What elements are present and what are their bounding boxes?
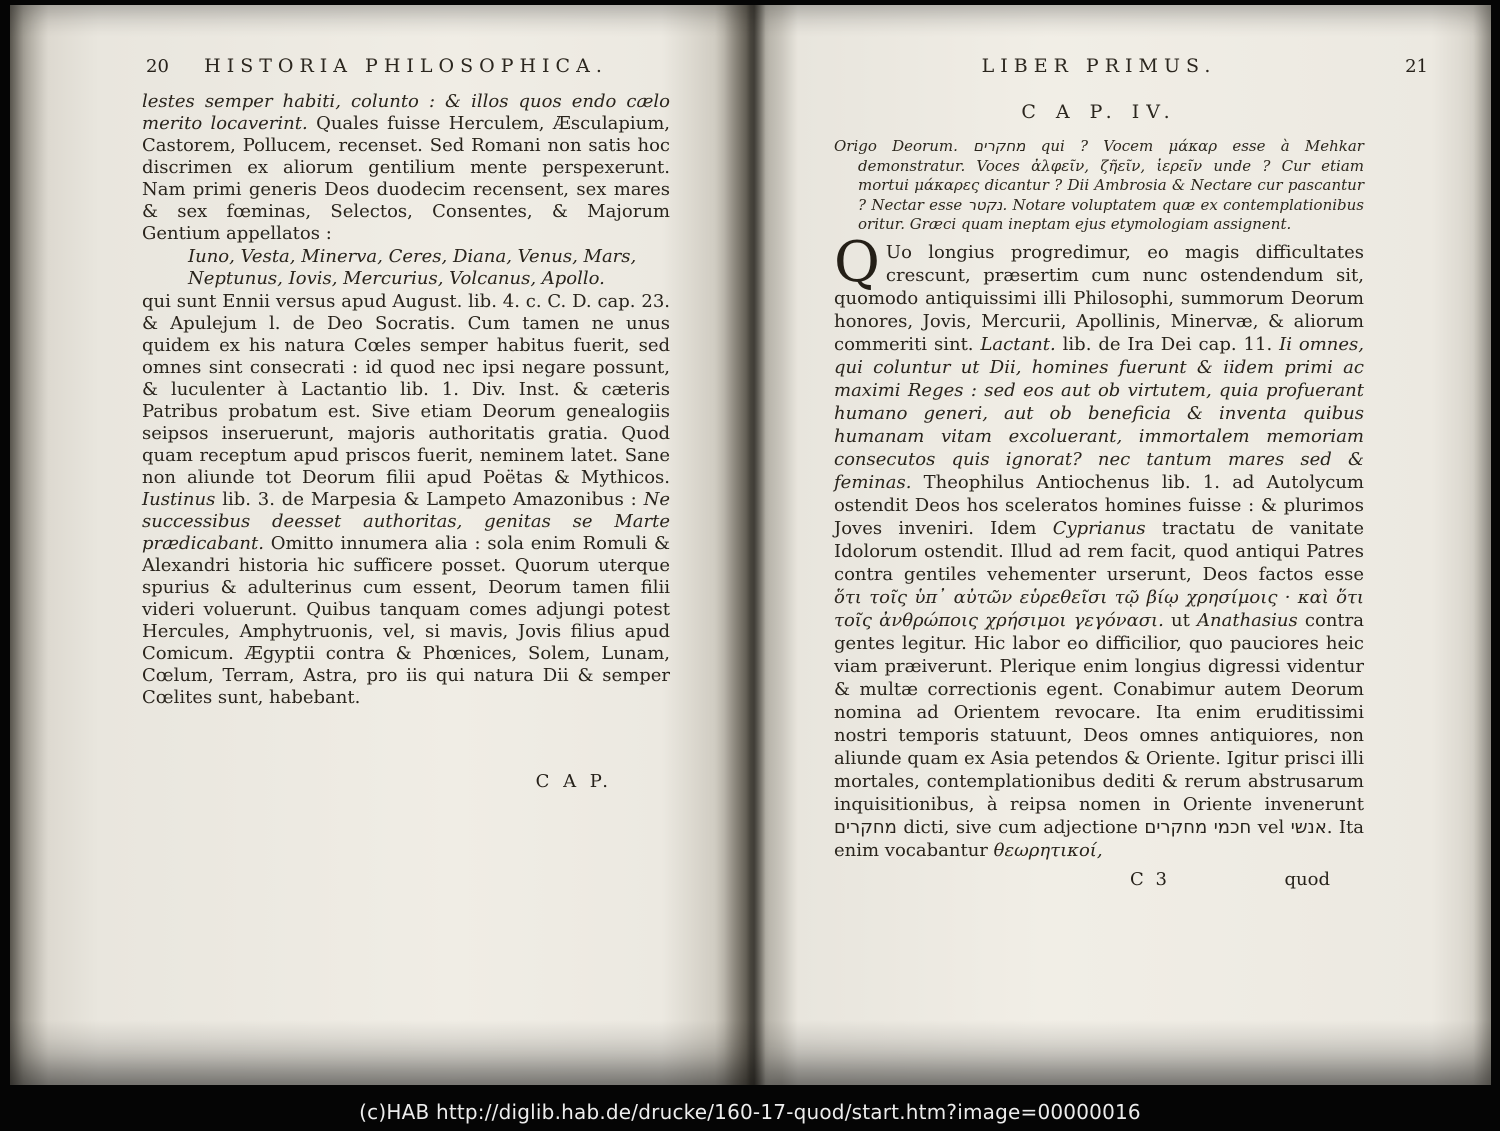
signature-mark: C 3 — [1130, 868, 1170, 890]
text-segment: Omitto innumera alia : sola enim Romuli & Alexandri historia hic sufficere posset. Quorum uterque spurius & adulterinus cum essent, Deorum tamen filii videri voluerunt. Quibus tanquam comes adjungi potest Hercules, Amphytruonis, vel, si mavis, Jovis filius apud Comicum. Ægyptii contra & Phœnices, Solem, Lunam, Cœlum, Terram, Astra, pro iis qui natura Dii & semper Cœlites sunt, habebant. — [142, 533, 670, 708]
paragraph-1 — [142, 91, 670, 245]
right-page — [834, 55, 1428, 890]
caption-bar — [0, 1100, 1500, 1124]
left-page — [142, 55, 670, 792]
verse-line: Iuno, Vesta, Minerva, Ceres, Diana, Venus, Mars, — [188, 246, 637, 267]
hebrew-text-segment: מחקרים — [834, 816, 897, 838]
text-segment: contra gentes legitur. Hic labor eo difficilior, quo pauciores heic viam præiverunt. Plerique enim longius digressi videntur & multæ correctionis egent. Conabimur autem Deorum nomina ad Orientem revocare. Ita enim eruditissimi nostri temporis statuunt, Deos omnes antiquiores, non aliunde quam ex Asia petendos & Oriente. Igitur prisci illi mortales, contemplationibus dediti & rerum abstrusarum inquisitionibus, à reipsa nomen in Oriente invenerunt — [834, 609, 1364, 815]
text-segment: Ne successibus deesset authoritas, genitas se Marte prædicabant. — [142, 489, 670, 554]
caption-text: (c)HAB http://diglib.hab.de/drucke/160-17-quod/start.htm?image=00000016 — [359, 1100, 1141, 1124]
greek-text-segment: ὅτι τοῖς ὑπ᾽ αὐτῶν εὑρεθεῖσι τῷ βίῳ χρησίμοις · καὶ ὅτι τοῖς ἀνθρώποις χρήσιμοι γεγόνασι. — [834, 586, 1364, 631]
text-segment: Cyprianus — [1052, 517, 1146, 539]
page-number-left: 20 — [146, 56, 169, 77]
left-page-body — [142, 91, 670, 709]
right-page-header — [834, 55, 1428, 85]
hebrew-text-segment: אנשי — [1290, 816, 1327, 838]
right-page-body — [834, 229, 1364, 862]
text-segment: Quales fuisse Herculem, Æsculapium, Castorem, Pollucem, recenset. Sed Romani non satis hoc discrimen ex aliorum gentilium mente perspexerunt. Nam primi generis Deos duodecim recensent, sex mares & sex fœminas, Selectos, Consentes, & Majorum Gentium appellatos : — [142, 113, 670, 244]
text-segment: lestes semper habiti, colunto : & illos quos endo cælo merito locaverint. — [142, 91, 670, 134]
text-segment: Anathasius — [1197, 609, 1298, 631]
left-page-header — [142, 55, 670, 85]
greek-text-segment: θεωρητικοί, — [993, 839, 1103, 861]
catchword-left: C A P. — [535, 771, 612, 792]
hebrew-text-segment: חכמי מחקרים — [1144, 816, 1252, 838]
text-segment: Iustinus — [142, 489, 216, 510]
text-segment: Theophilus Antiochenus lib. 1. ad Autolycum ostendit Deos hos sceleratos homines fuisse : & plurimos Joves inveniri. Idem — [834, 471, 1364, 539]
text-segment: ut — [1163, 609, 1198, 631]
text-segment: lib. de Ira Dei cap. 11. — [1055, 333, 1280, 355]
page-number-right: 21 — [1405, 56, 1428, 77]
catchword-right: quod — [1284, 868, 1330, 890]
chapter-heading: C A P. IV. — [1021, 101, 1177, 123]
running-title-left: HISTORIA PHILOSOPHICA. — [204, 55, 608, 77]
text-segment: Ii omnes, qui coluntur ut Dii, homines fuerunt & iidem primi ac maximi Reges : sed eos aut ob virtutem, quia profuerant humano generi, aut ob beneficia & inventa quibus humanam vitam excoluerant, immortalem memoriam consecutos quis ignorat? nec tantum mares sed & feminas. — [834, 333, 1364, 493]
text-segment: Uo longius progredimur, eo magis difficultates crescunt, præsertim cum nunc ostendendum sit, quomodo antiquissimi illi Philosophi, summorum Deorum honores, Jovis, Mercurii, Apollinis, Minervæ, & aliorum commeriti sint. — [834, 241, 1364, 355]
text-segment: qui sunt Ennii versus apud August. lib. 4. c. C. D. cap. 23. & Apulejum l. de Deo Socratis. Cum tamen ne unus quidem ex his natura Cœles semper habitus fuerit, sed omnes sint consecrati : id quod nec ipsi negare possunt, & luculenter à Lactantio lib. 1. Div. Inst. & cæteris Patribus probatum est. Sive etiam Deorum genealogiis seipsos inseruerunt, majoris authoritatis gratia. Quod quam receptum apud priscos fuerit, neminem latet. Sane non aliunde tot Deorum filii apud Poëtas & Mythicos. — [142, 291, 670, 488]
verse-line: Neptunus, Iovis, Mercurius, Volcanus, Apollo. — [188, 268, 605, 289]
text-segment: vel — [1251, 816, 1291, 838]
text-segment: Lactant. — [980, 333, 1056, 355]
main-paragraph — [834, 229, 1364, 862]
text-segment: tractatu de vanitate Idolorum ostendit. Illud ad rem facit, quod antiqui Patres contra gentiles vehementer urserunt, Deos factos esse — [834, 517, 1364, 585]
running-title-right: LIBER PRIMUS. — [981, 55, 1217, 77]
book-spread-scan — [10, 5, 1491, 1085]
page-footer-row — [834, 869, 1364, 890]
text-segment: . Ita enim vocabantur — [834, 816, 1364, 861]
chapter-argumentum: Origo Deorum. מחקרים qui ? Vocem μάκαρ esse à Mehkar demonstratur. Voces ἀλφεῖν, ζῆεῖν, ἱερεῖν unde ? Cur etiam mortui μάκαρες dicantur ? Dii Ambrosia & Nectare cur pascantur ? Nectar esse נקטר. Notare voluptatem quæ ex contemplationibus oritur. Græci quam ineptam ejus etymologiam assignent. — [834, 137, 1364, 233]
paragraph-2 — [142, 291, 670, 709]
page-gutter-shadow — [724, 5, 782, 1085]
text-segment: dicti, sive cum adjectione — [896, 816, 1145, 838]
text-segment: lib. 3. de Marpesia & Lampeto Amazonibus : — [215, 489, 644, 510]
drop-cap-initial: Q — [834, 229, 880, 295]
verse-quote — [188, 246, 670, 290]
